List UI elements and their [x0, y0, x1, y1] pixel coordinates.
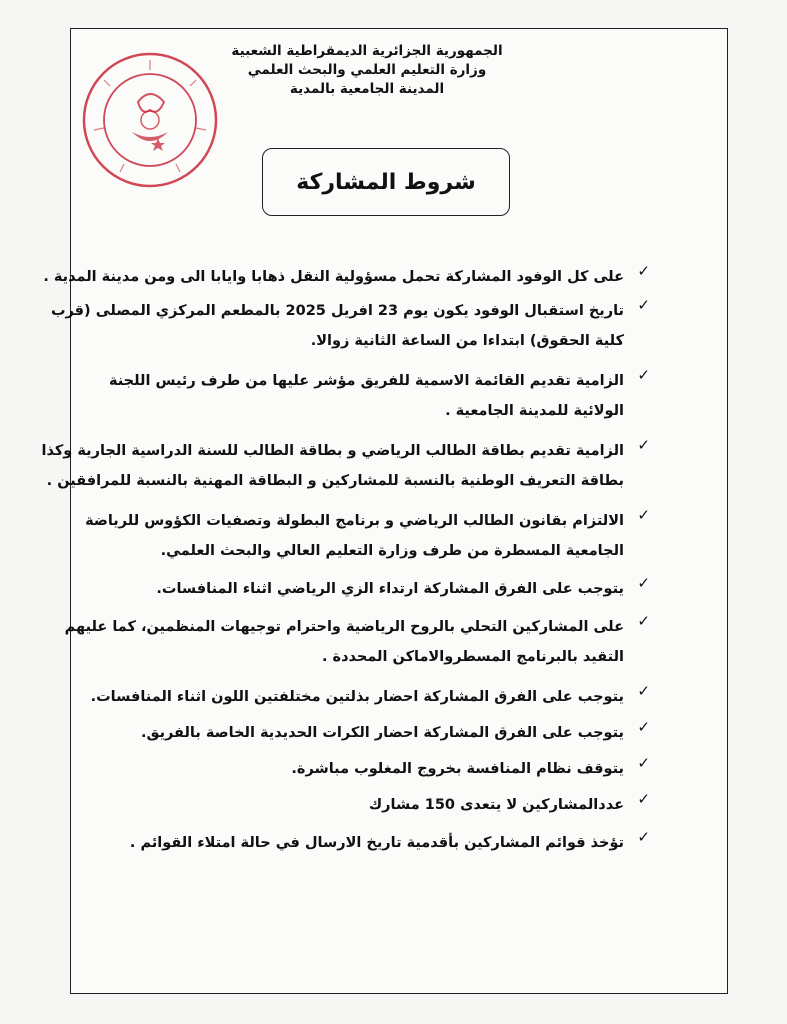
condition-text: الزامية تقديم بطاقة الطالب الرياضي و بطاقة الطالب للسنة الدراسية الجارية وكذا	[41, 443, 624, 459]
condition-text: الجامعية المسطرة من طرف وزارة التعليم العالي والبحث العلمي.	[160, 543, 624, 559]
header-republic: الجمهورية الجزائرية الديمقراطية الشعبية	[231, 43, 503, 59]
checkmark-icon: ✓	[637, 296, 650, 314]
condition-item	[108, 366, 650, 426]
header-university: المدينة الجامعية بالمدية	[289, 81, 445, 97]
condition-text: على كل الوفود المشاركة تحمل مسؤولية النقل ذهابا وايابا الى ومن مدينة المدية .	[43, 269, 624, 285]
conditions-list	[41, 262, 650, 858]
condition-text: عددالمشاركين لا يتعدى 150 مشارك	[368, 797, 624, 813]
title-box	[262, 148, 510, 216]
checkmark-icon: ✓	[637, 682, 650, 700]
condition-text: كلية الحقوق) ابتداءا من الساعة الثانية زوالا.	[310, 333, 624, 349]
condition-text: الولائية للمدينة الجامعية .	[445, 403, 624, 419]
checkmark-icon: ✓	[637, 754, 650, 772]
checkmark-icon: ✓	[637, 612, 650, 630]
condition-text: يتوجب على الفرق المشاركة ارتداء الزي الرياضي اثناء المنافسات.	[156, 581, 624, 597]
condition-text: يتوقف نظام المنافسة بخروج المغلوب مباشرة.	[291, 761, 624, 777]
condition-text: يتوجب على الفرق المشاركة احضار بذلتين مختلفتين اللون اثناء المنافسات.	[90, 689, 624, 705]
page-title: شروط المشاركة	[296, 169, 476, 195]
condition-item	[108, 754, 650, 784]
checkmark-icon: ✓	[637, 262, 650, 280]
condition-item	[108, 574, 650, 604]
condition-item	[85, 506, 650, 566]
condition-item	[64, 612, 650, 672]
condition-item	[90, 682, 650, 712]
condition-text: بطاقة التعريف الوطنية بالنسبة للمشاركين و البطاقة المهنية بالنسبة للمرافقين .	[46, 473, 624, 489]
condition-item	[108, 790, 650, 820]
condition-item	[50, 296, 650, 356]
checkmark-icon: ✓	[637, 574, 650, 592]
official-stamp-icon	[80, 50, 220, 190]
condition-text: تاريخ استقبال الوفود يكون يوم 23 افريل 2025 بالمطعم المركزي المصلى (قرب	[50, 303, 624, 319]
condition-item	[108, 828, 650, 858]
condition-text: على المشاركين التحلي بالروح الرياضية واحترام توجيهات المنظمين، كما عليهم	[64, 619, 624, 635]
checkmark-icon: ✓	[637, 828, 650, 846]
document-header	[217, 42, 517, 99]
checkmark-icon: ✓	[637, 506, 650, 524]
checkmark-icon: ✓	[637, 436, 650, 454]
condition-text: التقيد بالبرنامج المسطروالاماكن المحددة .	[321, 649, 624, 665]
condition-item	[43, 262, 650, 292]
condition-text: يتوجب على الفرق المشاركة احضار الكرات الحديدية الخاصة بالفريق.	[140, 725, 624, 741]
condition-item	[41, 436, 650, 496]
condition-text: تؤخذ قوائم المشاركين بأقدمية تاريخ الارسال في حالة امتلاء القوائم .	[129, 835, 624, 851]
condition-text: الالتزام بقانون الطالب الرياضي و برنامج البطولة وتصفيات الكؤوس للرياضة	[85, 513, 624, 529]
condition-text: الزامية تقديم القائمة الاسمية للفريق مؤشر عليها من طرف رئيس اللجنة	[108, 373, 624, 389]
header-ministry: وزارة التعليم العلمي والبحث العلمي	[247, 62, 487, 78]
checkmark-icon: ✓	[637, 366, 650, 384]
checkmark-icon: ✓	[637, 790, 650, 808]
condition-item	[108, 718, 650, 748]
checkmark-icon: ✓	[637, 718, 650, 736]
